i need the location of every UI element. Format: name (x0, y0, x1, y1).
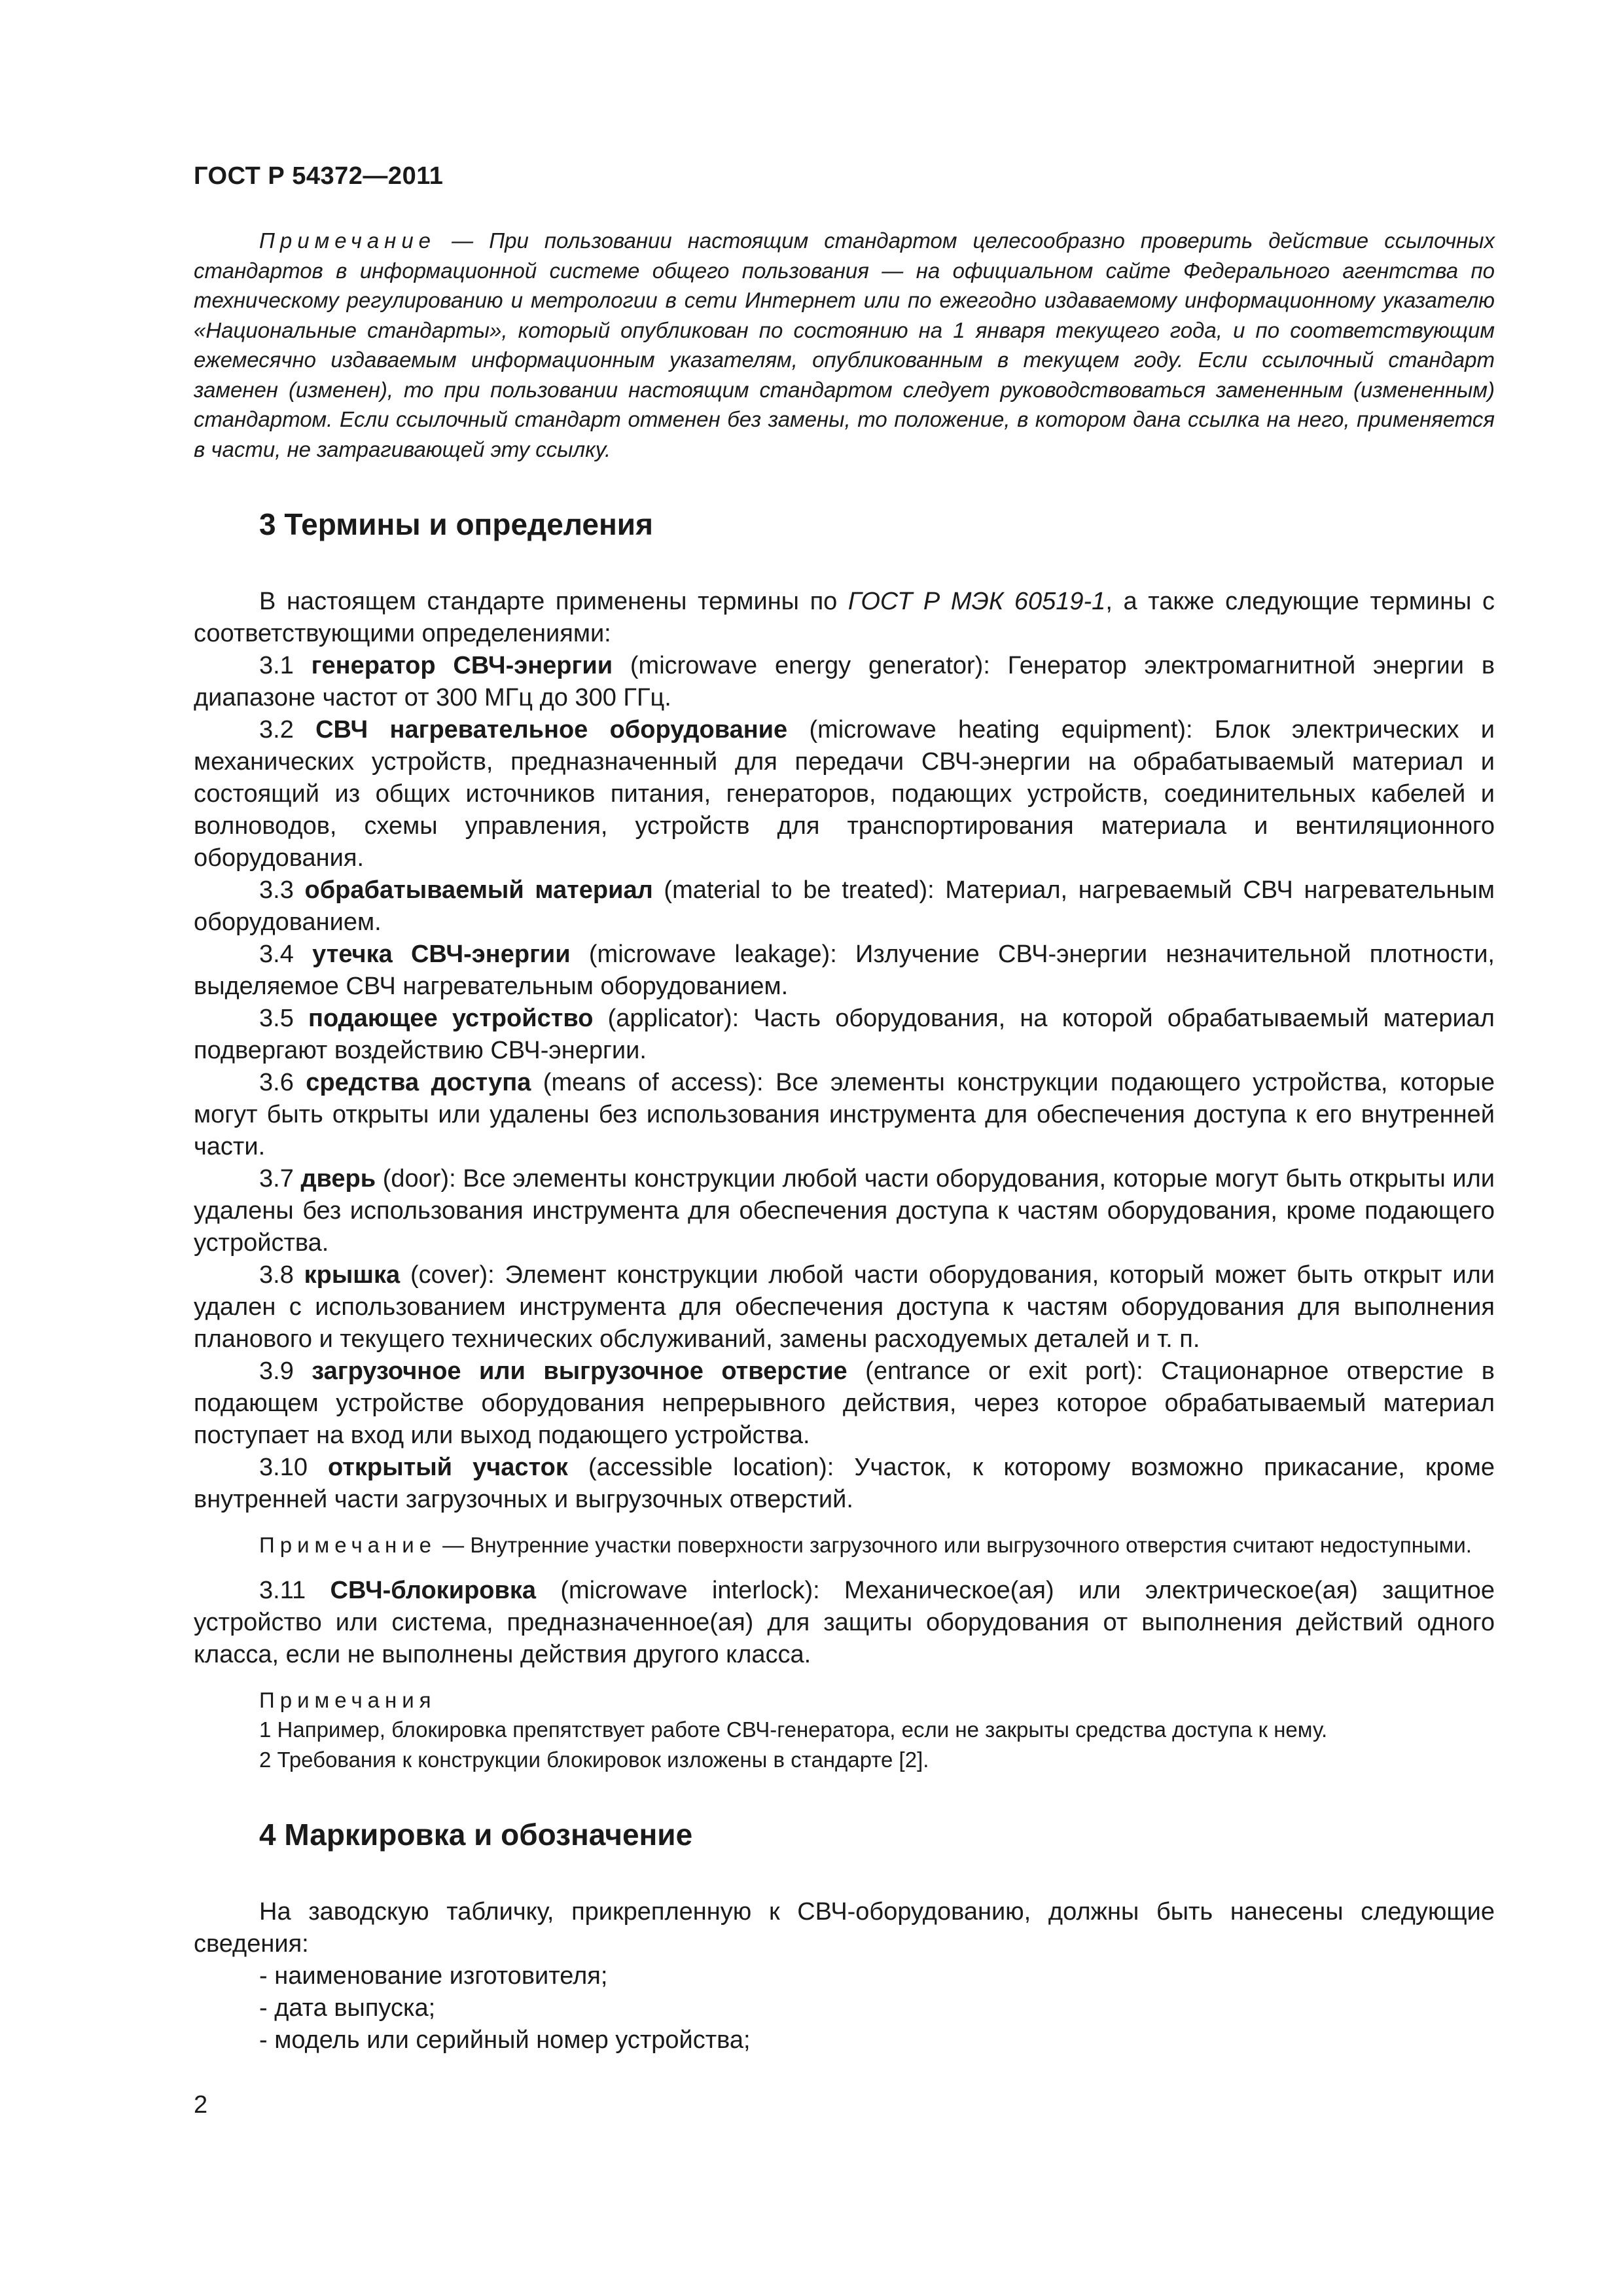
note-item-1: 1 Например, блокировка препятствует работе СВЧ-генератора, если не закрыты средства доступа к нему. (259, 1717, 1328, 1742)
term: загрузочное или выгрузочное отверстие (312, 1357, 847, 1385)
definition-number: 3.4 (259, 941, 313, 968)
definition-number: 3.8 (259, 1261, 304, 1289)
list-item-date: - дата выпуска; (259, 1994, 436, 2022)
top-note (194, 226, 1495, 464)
section-4-title: 4 Маркировка и обозначение (259, 1818, 693, 1852)
definition-text: (applicator): Часть оборудования, на которой обрабатываемый материал подвергают воздействию СВЧ-энергии. (194, 1005, 1495, 1064)
intro-text: В настоящем стандарте применены термины по (259, 588, 848, 615)
term: обрабатываемый материал (304, 876, 653, 904)
definition-text: (accessible location): Участок, к которому возможно прикасание, кроме внутренней части загрузочных и выгрузочных отверстий. (194, 1454, 1495, 1513)
definition-3-5 (194, 1003, 1495, 1067)
definition-3-3 (194, 874, 1495, 939)
definition-3-4 (194, 939, 1495, 1003)
term: генератор СВЧ-энергии (311, 652, 613, 679)
note-label: Примечание (259, 1533, 437, 1557)
definition-3-9 (194, 1355, 1495, 1452)
definition-text: (door): Все элементы конструкции любой части оборудования, которые могут быть открыты или удалены без использования инструмента для обеспечения доступа к частям оборудования, кроме подающего устройства. (194, 1165, 1495, 1257)
term: крышка (304, 1261, 401, 1289)
note-3-10 (194, 1530, 1495, 1560)
intro-text-cont: , а также следующие термины с соответствующими определениями: (194, 588, 1495, 647)
definition-text: (microwave heating equipment): Блок электрических и механических устройств, предназначенный для передачи СВЧ-энергии на обрабатываемый материал и состоящий из общих источников питания, генераторов, подающих устройств, соединительных кабелей и волноводов, схемы управления, устройств для транспортирования материала и вентиляционного оборудования. (194, 716, 1495, 872)
notes-label: Примечания (259, 1687, 437, 1712)
definition-text: (microwave energy generator): Генератор электромагнитной энергии в диапазоне частот от 300 МГц до 300 ГГц. (194, 652, 1495, 711)
definition-number: 3.6 (259, 1069, 306, 1096)
definition-3-11 (194, 1575, 1495, 1671)
definition-number: 3.3 (259, 876, 305, 904)
definition-3-6 (194, 1067, 1495, 1163)
definition-text: (means of access): Все элементы конструкции подающего устройства, которые могут быть открыты или удалены без использования инструмента для обеспечения доступа к его внутренней части. (194, 1069, 1495, 1160)
page-number: 2 (194, 2091, 208, 2119)
definition-number: 3.9 (259, 1357, 312, 1385)
list-item-model: - модель или серийный номер устройства; (259, 2026, 751, 2054)
list-item-manufacturer: - наименование изготовителя; (259, 1962, 608, 1990)
term: средства доступа (306, 1069, 531, 1096)
section-3-title: 3 Термины и определения (259, 507, 653, 541)
note-label: Примечание (259, 228, 437, 253)
term: подающее устройство (308, 1005, 594, 1032)
definition-text: (microwave interlock): Механическое(ая) или электрическое(ая) защитное устройство или система, предназначенное(ая) для защиты оборудования от выполнения действий одного класса, если не выполнены действия другого класса. (194, 1576, 1495, 1668)
note-item-2: 2 Требования к конструкции блокировок изложены в стандарте [2]. (259, 1747, 929, 1772)
definition-text: (entrance or exit port): Стационарное отверстие в подающем устройстве оборудования непрерывного действия, через которое обрабатываемый материал поступает на вход или выход подающего устройства. (194, 1357, 1495, 1449)
definition-number: 3.1 (259, 652, 312, 679)
term: утечка СВЧ-энергии (312, 941, 571, 968)
definition-number: 3.10 (259, 1454, 329, 1481)
definition-number: 3.5 (259, 1005, 308, 1032)
document-content (194, 226, 1495, 2056)
definition-3-1 (194, 650, 1495, 714)
note-text: — Внутренние участки поверхности загрузочного или выгрузочного отверстия считают недоступными. (437, 1533, 1472, 1557)
section-4-intro: На заводскую табличку, прикрепленную к СВЧ-оборудованию, должны быть нанесены следующие сведения: (194, 1898, 1495, 1958)
term: дверь (300, 1165, 376, 1193)
document-header: ГОСТ Р 54372—2011 (194, 162, 444, 190)
note-text: — При пользовании настоящим стандартом целесообразно проверить действие ссылочных стандартов в информационной системе общего пользования — на официальном сайте Федерального агентства по техническому регулированию и метрологии в сети Интернет или по ежегодно издаваемому информационному указателю «Национальные стандарты», который опубликован по состоянию на 1 января текущего года, и по соответствующим ежемесячно издаваемым информационным указателям, опубликованным в текущем году. Если ссылочный стандарт заменен (изменен), то при пользовании настоящим стандартом следует руководствоваться замененным (измененным) стандартом. Если ссылочный стандарт отменен без замены, то положение, в котором дана ссылка на него, применяется в части, не затрагивающей эту ссылку. (194, 228, 1495, 461)
definition-text: (microwave leakage): Излучение СВЧ-энергии незначительной плотности, выделяемое СВЧ нагревательным оборудованием. (194, 941, 1495, 1000)
term: открытый участок (328, 1454, 568, 1481)
definition-number: 3.11 (259, 1576, 330, 1604)
definition-text: (cover): Элемент конструкции любой части оборудования, который может быть открыт или удален с использованием инструмента для обеспечения доступа к частям оборудования для выполнения планового и текущего технических обслуживаний, замены расходуемых деталей и т. п. (194, 1261, 1495, 1353)
definition-3-8 (194, 1259, 1495, 1355)
section-3-intro (194, 586, 1495, 650)
term: СВЧ-блокировка (330, 1576, 536, 1604)
definition-number: 3.2 (259, 716, 316, 744)
definition-3-2 (194, 714, 1495, 874)
definition-number: 3.7 (259, 1165, 301, 1193)
definition-text: (material to be treated): Материал, нагреваемый СВЧ нагревательным оборудованием. (194, 876, 1495, 936)
standard-reference: ГОСТ Р МЭК 60519-1 (847, 588, 1106, 615)
term: СВЧ нагревательное оборудование (315, 716, 788, 744)
definition-3-10 (194, 1452, 1495, 1516)
definition-3-7 (194, 1163, 1495, 1259)
